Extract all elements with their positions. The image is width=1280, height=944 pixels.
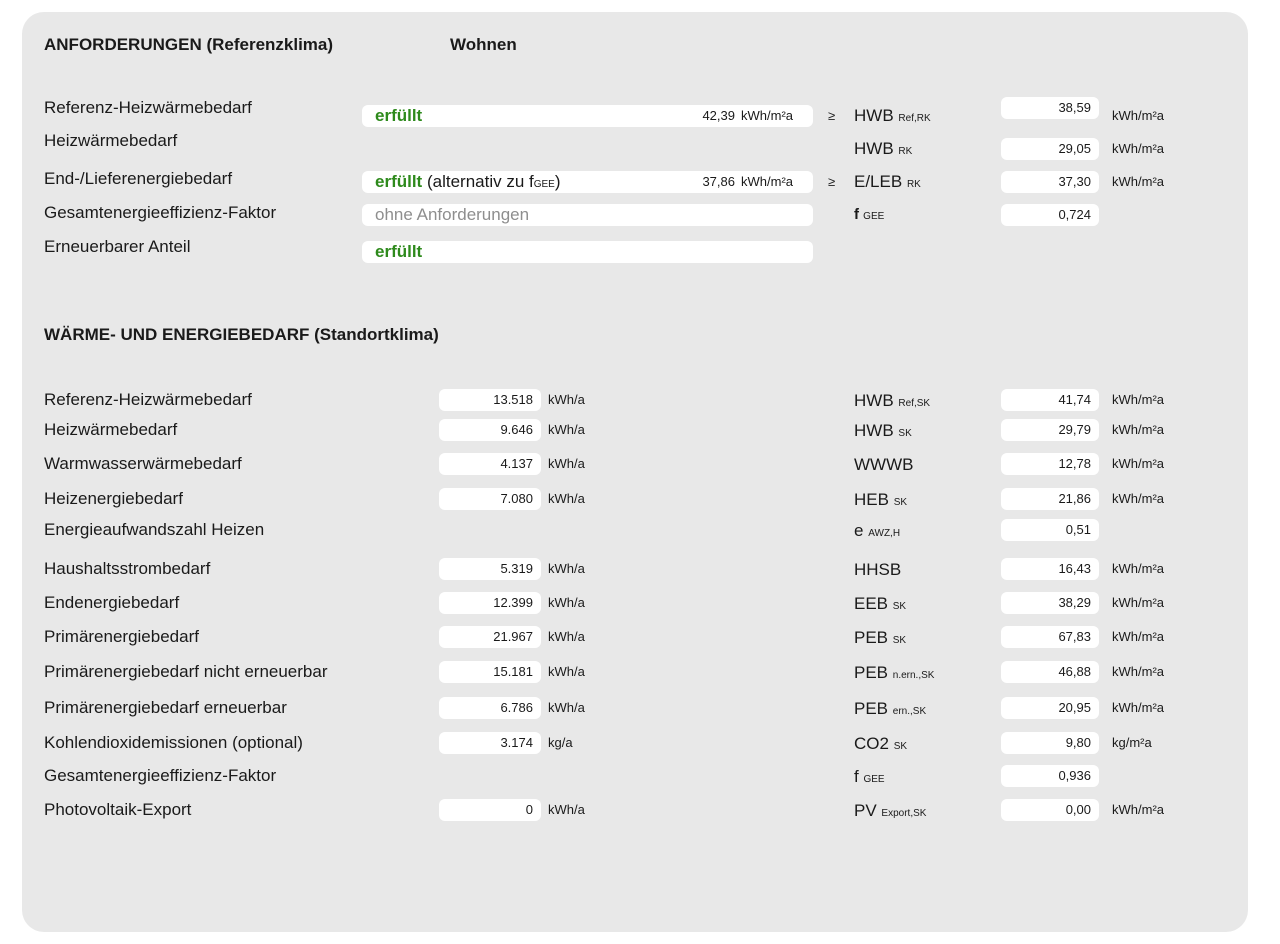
- demand-runit: kWh/m²a: [1112, 664, 1164, 679]
- demand-value: 4.137: [500, 456, 533, 471]
- demand-rvalue: 46,88: [1058, 664, 1091, 679]
- demand-runit: kWh/m²a: [1112, 392, 1164, 407]
- demand-value: 3.174: [500, 735, 533, 750]
- demand-label: Primärenergiebedarf: [44, 627, 199, 646]
- req-value-hwb-ref: 42,39: [702, 108, 735, 123]
- demand-rvalue: 67,83: [1058, 629, 1091, 644]
- demand-rvalue: 12,78: [1058, 456, 1091, 471]
- demand-rvalue: 29,79: [1058, 422, 1091, 437]
- demand-rvalue: 16,43: [1058, 561, 1091, 576]
- demand-runit: kWh/m²a: [1112, 456, 1164, 471]
- sym-hwb-ref-rk: HWB Ref,RK: [854, 106, 931, 125]
- demand-value: 12.399: [493, 595, 533, 610]
- req-unit-hwb-ref: kWh/m²a: [741, 108, 793, 123]
- req-label-hwb-ref: Referenz-Heizwärmebedarf: [44, 98, 252, 117]
- demand-unit: kg/a: [548, 735, 573, 750]
- demand-symbol: HWB SK: [854, 421, 912, 440]
- demand-value: 13.518: [493, 392, 533, 407]
- demand-value: 7.080: [500, 491, 533, 506]
- demand-symbol: WWWB: [854, 455, 914, 474]
- req-value-eleb: 37,86: [702, 174, 735, 189]
- demand-unit: kWh/a: [548, 664, 585, 679]
- req-label-eleb: End-/Lieferenergiebedarf: [44, 169, 233, 188]
- demand-rvalue: 38,29: [1058, 595, 1091, 610]
- demand-unit: kWh/a: [548, 561, 585, 576]
- req-rvalue-hwb-ref: 38,59: [1058, 100, 1091, 115]
- demand-unit: kWh/a: [548, 595, 585, 610]
- demand-value: 21.967: [493, 629, 533, 644]
- req-rvalue-fgee: 0,724: [1058, 207, 1091, 222]
- demand-label: Gesamtenergieeffizienz-Faktor: [44, 766, 277, 785]
- req-label-fgee: Gesamtenergieeffizienz-Faktor: [44, 203, 277, 222]
- demand-runit: kWh/m²a: [1112, 802, 1164, 817]
- demand-rvalue: 21,86: [1058, 491, 1091, 506]
- demand-symbol: CO2 SK: [854, 734, 908, 753]
- req-status-fgee: ohne Anforderungen: [375, 205, 530, 224]
- req-rvalue-hwb: 29,05: [1058, 141, 1091, 156]
- demand-runit: kWh/m²a: [1112, 595, 1164, 610]
- req-label-hwb: Heizwärmebedarf: [44, 131, 178, 150]
- demand-unit: kWh/a: [548, 700, 585, 715]
- req-rvalue-eleb: 37,30: [1058, 174, 1091, 189]
- demand-label: Referenz-Heizwärmebedarf: [44, 390, 252, 409]
- req-status-renewable: erfüllt: [375, 242, 423, 261]
- demand-unit: kWh/a: [548, 491, 585, 506]
- demand-unit: kWh/a: [548, 392, 585, 407]
- demand-rvalue: 0,936: [1058, 768, 1091, 783]
- demand-label: Haushaltsstrombedarf: [44, 559, 211, 578]
- demand-value: 6.786: [500, 700, 533, 715]
- demand-label: Warmwasserwärmebedarf: [44, 454, 242, 473]
- demand-rvalue: 20,95: [1058, 700, 1091, 715]
- demand-runit: kg/m²a: [1112, 735, 1152, 750]
- demand-symbol: PEB ern.,SK: [854, 699, 927, 718]
- req-label-renewable: Erneuerbarer Anteil: [44, 237, 191, 256]
- demand-symbol: EEB SK: [854, 594, 907, 613]
- demand-runit: kWh/m²a: [1112, 700, 1164, 715]
- section-title-demand: WÄRME- UND ENERGIEBEDARF (Standortklima): [44, 325, 439, 344]
- demand-rvalue: 0,51: [1065, 522, 1091, 537]
- demand-rvalue: 9,80: [1065, 735, 1091, 750]
- req-runit-hwb-ref: kWh/m²a: [1112, 108, 1164, 123]
- demand-unit: kWh/a: [548, 629, 585, 644]
- demand-symbol: e AWZ,H: [854, 521, 901, 540]
- demand-label: Heizwärmebedarf: [44, 420, 178, 439]
- req-unit-eleb: kWh/m²a: [741, 174, 793, 189]
- demand-runit: kWh/m²a: [1112, 422, 1164, 437]
- demand-runit: kWh/m²a: [1112, 561, 1164, 576]
- req-status-hwb-ref: erfüllt: [375, 106, 423, 125]
- sym-fgee: f GEE: [854, 206, 885, 223]
- demand-rvalue: 0,00: [1065, 802, 1091, 817]
- demand-rvalue: 41,74: [1058, 392, 1091, 407]
- demand-unit: kWh/a: [548, 422, 585, 437]
- sym-eleb-rk: E/LEB RK: [854, 172, 921, 191]
- demand-unit: kWh/a: [548, 456, 585, 471]
- demand-value: 9.646: [500, 422, 533, 437]
- demand-symbol: PEB SK: [854, 628, 907, 647]
- demand-label: Energieaufwandszahl Heizen: [44, 520, 265, 539]
- demand-symbol: f GEE: [854, 767, 885, 786]
- demand-symbol: HHSB: [854, 560, 902, 579]
- demand-value: 15.181: [493, 664, 533, 679]
- ge-sign: ≥: [828, 108, 836, 123]
- demand-runit: kWh/m²a: [1112, 629, 1164, 644]
- req-runit-hwb: kWh/m²a: [1112, 141, 1164, 156]
- req-status-eleb: erfüllt (alternativ zu fGEE): [375, 172, 561, 191]
- sym-hwb-rk: HWB RK: [854, 139, 913, 158]
- demand-unit: kWh/a: [548, 802, 585, 817]
- req-status-box-renewable: [362, 241, 813, 263]
- demand-symbol: HWB Ref,SK: [854, 391, 931, 410]
- demand-label: Kohlendioxidemissionen (optional): [44, 733, 303, 752]
- building-category: Wohnen: [450, 35, 517, 54]
- demand-label: Primärenergiebedarf erneuerbar: [44, 698, 287, 717]
- demand-symbol: PEB n.ern.,SK: [854, 663, 935, 682]
- demand-value: 5.319: [500, 561, 533, 576]
- demand-value: 0: [525, 802, 533, 817]
- demand-label: Heizenergiebedarf: [44, 489, 183, 508]
- req-runit-eleb: kWh/m²a: [1112, 174, 1164, 189]
- demand-label: Primärenergiebedarf nicht erneuerbar: [44, 662, 328, 681]
- demand-label: Endenergiebedarf: [44, 593, 180, 612]
- demand-symbol: HEB SK: [854, 490, 908, 509]
- section-title-requirements: ANFORDERUNGEN (Referenzklima): [44, 35, 334, 54]
- demand-runit: kWh/m²a: [1112, 491, 1164, 506]
- demand-symbol: PV Export,SK: [854, 801, 927, 820]
- ge-sign-2: ≥: [828, 174, 836, 189]
- demand-label: Photovoltaik-Export: [44, 800, 192, 819]
